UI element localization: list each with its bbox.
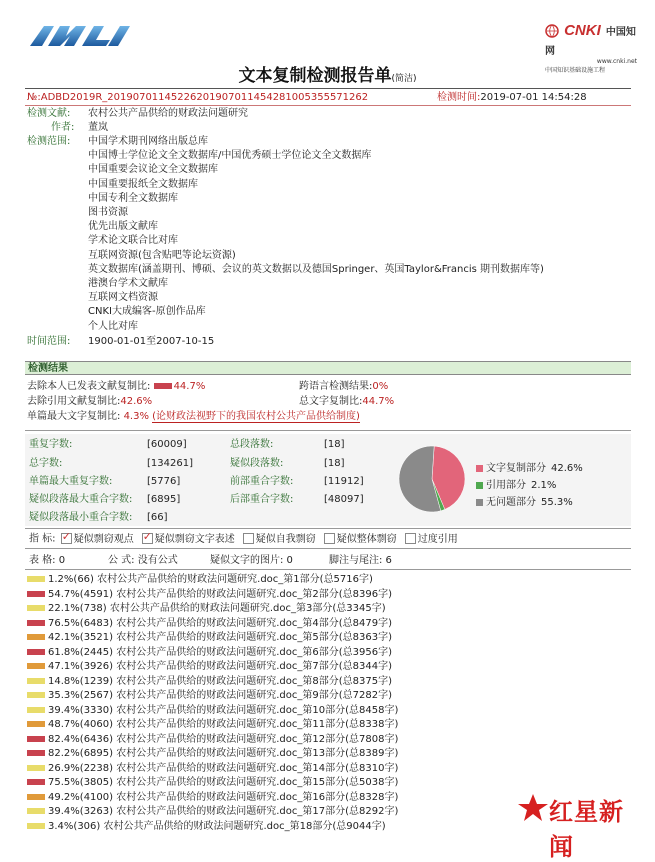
results-divider: [25, 430, 631, 431]
legend-label: 无问题部分: [486, 497, 536, 508]
scope-item: 图书资源: [88, 207, 128, 218]
total-para-label: 总段落数:: [230, 439, 274, 450]
scope-item: 中国重要会议论文全文数据库: [88, 164, 218, 176]
part-percent: 35.3%: [48, 690, 80, 701]
legend-entry: [476, 460, 583, 477]
red-star-news-watermark: [515, 790, 645, 861]
part-percent: 76.5%: [48, 617, 80, 629]
exclude-self-label: 去除本人已发表文献复制比:: [27, 381, 151, 392]
ratio-pie-chart: [397, 444, 467, 514]
max-single-title: (论财政法视野下的我国农村公共产品供给制度): [152, 411, 360, 422]
scope-item: 优先出版文献库: [88, 221, 158, 233]
max-dup-value: [5776]: [147, 476, 181, 487]
max-single-value: 4.3%: [123, 411, 149, 422]
total-para-value: [18]: [324, 439, 345, 450]
part-row[interactable]: 39.4%(3330) 农村公共产品供给的财政法问题研究.doc_第10部分(总8458字): [25, 703, 631, 718]
cross-lang-result: [299, 381, 388, 393]
total-chars-label: 总字数:: [29, 458, 63, 469]
scope-item: 中国博士学位论文全文数据库/中国优秀硕士学位论文全文数据库: [88, 150, 372, 162]
page-title: [0, 61, 655, 86]
front-value: [11912]: [324, 476, 364, 487]
part-name[interactable]: 农村公共产品供给的财政法问题研究.doc_第1部分: [97, 574, 320, 585]
formulas-count: 公 式: 没有公式: [108, 555, 178, 566]
part-row[interactable]: 1.2%(66) 农村公共产品供给的财政法问题研究.doc_第1部分(总5716字): [25, 572, 631, 587]
part-dup-count: 3330: [83, 704, 110, 716]
dup-chars-value: [60009]: [147, 439, 187, 450]
part-row[interactable]: 42.1%(3521) 农村公共产品供给的财政法问题研究.doc_第5部分(总8363字): [25, 630, 631, 645]
part-name[interactable]: 农村公共产品供给的财政法问题研究.doc_第4部分: [116, 617, 339, 629]
part-row[interactable]: 26.9%(2238) 农村公共产品供给的财政法问题研究.doc_第14部分(总8310字): [25, 761, 631, 776]
amlc-logo-icon: [26, 22, 130, 50]
part-ratio-bar: [27, 823, 45, 829]
part-row[interactable]: 82.2%(6895) 农村公共产品供给的财政法问题研究.doc_第13部分(总8389字): [25, 746, 631, 761]
cnki-url: www.cnki.net: [596, 58, 637, 65]
sus-para-label: 疑似段落数:: [230, 458, 284, 469]
doc-label: 检测文献:: [27, 108, 71, 119]
part-row[interactable]: 22.1%(738) 农村公共产品供给的财政法问题研究.doc_第3部分(总3345字): [25, 601, 631, 616]
part-total: 总3345字: [336, 603, 382, 614]
part-name[interactable]: 农村公共产品供给的财政法问题研究.doc_第2部分: [116, 588, 339, 600]
author-label: 作者:: [51, 122, 75, 133]
part-name[interactable]: 农村公共产品供给的财政法问题研究.doc_第14部分: [116, 762, 346, 774]
legend-swatch: [476, 499, 483, 506]
part-ratio-bar: [27, 794, 45, 800]
exclude-ref-label: 去除引用文献复制比:: [27, 396, 121, 407]
part-percent: 47.1%: [48, 661, 80, 672]
part-percent: 75.5%: [48, 777, 80, 788]
exclude-ref-value: 42.6%: [120, 396, 153, 407]
part-percent: 22.1%: [48, 603, 80, 614]
period-value: 1900-01-01至2007-10-15: [88, 336, 215, 347]
part-ratio-bar: [27, 678, 45, 684]
part-name[interactable]: 农村公共产品供给的财政法问题研究.doc_第13部分: [116, 748, 346, 759]
legend-swatch: [476, 482, 483, 489]
period-label: 时间范围:: [27, 336, 71, 347]
part-name[interactable]: 农村公共产品供给的财政法问题研究.doc_第17部分: [116, 806, 346, 817]
part-dup-count: 306: [77, 820, 97, 832]
title-divider: [25, 88, 631, 89]
sus-min-label: 疑似段落最小重合字数:: [29, 512, 133, 523]
max-dup-label: 单篇最大重复字数:: [29, 476, 113, 487]
total-ratio-value: 44.7%: [362, 396, 395, 407]
title-suffix: (简洁): [391, 74, 417, 84]
part-ratio-bar: [27, 808, 45, 814]
part-percent: 61.8%: [48, 646, 80, 658]
part-dup-count: 2238: [83, 762, 110, 774]
part-row[interactable]: 47.1%(3926) 农村公共产品供给的财政法问题研究.doc_第7部分(总8344字): [25, 659, 631, 674]
author-name: 董岚: [88, 122, 108, 133]
part-total: 总8363字: [342, 632, 389, 643]
indicator-checkbox[interactable]: [324, 533, 335, 544]
exclude-self-bar: [154, 383, 172, 389]
part-dup-count: 2445: [83, 646, 110, 658]
total-ratio-label: 总文字复制比:: [299, 396, 363, 407]
part-row[interactable]: 75.5%(3805) 农村公共产品供给的财政法问题研究.doc_第15部分(总5038字): [25, 775, 631, 790]
check-time-value: 2019-07-01 14:54:28: [480, 92, 587, 103]
part-name[interactable]: 农村公共产品供给的财政法问题研究.doc_第10部分: [116, 704, 346, 716]
exclude-ref-ratio: [27, 396, 152, 408]
scope-item: CNKI大成编客-原创作品库: [88, 306, 206, 318]
legend-value: 42.6%: [551, 463, 583, 474]
part-total: 总8389字: [349, 748, 395, 759]
part-name[interactable]: 农村公共产品供给的财政法问题研究.doc_第15部分: [116, 777, 346, 788]
cnki-brand-name: CNKI: [564, 22, 601, 39]
part-dup-count: 3263: [83, 806, 110, 817]
tables-count: 表 格: 0: [29, 555, 66, 566]
indicator-label: 过度引用: [417, 533, 458, 545]
indicators-label: 指 标:: [29, 533, 56, 545]
back-value: [48097]: [324, 494, 364, 505]
indicator-checkbox[interactable]: [243, 533, 254, 544]
part-ratio-bar: [27, 779, 45, 785]
part-percent: 39.4%: [48, 704, 80, 716]
part-percent: 49.2%: [48, 791, 80, 803]
part-ratio-bar: [27, 605, 45, 611]
part-name[interactable]: 农村公共产品供给的财政法问题研究.doc_第3部分: [109, 603, 333, 614]
id-divider: [25, 105, 631, 106]
part-total: 总3956字: [342, 646, 389, 658]
part-total: 总8328字: [349, 791, 395, 803]
part-total: 总8292字: [349, 806, 395, 817]
part-dup-count: 3805: [83, 777, 110, 788]
scope-item: 中国专利全文数据库: [88, 192, 178, 204]
indicator-label: 疑似剽窃文字表述: [154, 533, 235, 545]
part-percent: 14.8%: [48, 675, 80, 687]
part-name[interactable]: 农村公共产品供给的财政法问题研究.doc_第12部分: [116, 733, 346, 745]
part-row[interactable]: 61.8%(2445) 农村公共产品供给的财政法问题研究.doc_第6部分(总3956字): [25, 645, 631, 660]
indicators-divider: [25, 548, 631, 549]
scope-item: 互联网资源(包含贴吧等论坛资源): [88, 249, 236, 261]
part-name[interactable]: 农村公共产品供给的财政法问题研究.doc_第8部分: [116, 675, 339, 687]
part-dup-count: 3521: [83, 632, 110, 643]
indicator-checkbox[interactable]: [142, 533, 153, 544]
part-dup-count: 738: [83, 603, 103, 614]
total-chars-value: [134261]: [147, 458, 193, 469]
cnki-globe-icon: [545, 24, 559, 38]
sus-max-value: [6895]: [147, 494, 181, 505]
dup-chars-label: 重复字数:: [29, 439, 73, 450]
legend-entry: [476, 477, 583, 494]
legend-swatch: [476, 465, 483, 472]
part-dup-count: 2567: [83, 690, 110, 701]
max-single-ratio: [27, 411, 360, 423]
part-total: 总5716字: [323, 574, 370, 585]
part-total: 总8396字: [342, 588, 389, 600]
part-percent: 82.2%: [48, 748, 80, 759]
cnki-subtitle: 中国知识基础设施工程: [545, 67, 606, 74]
part-row[interactable]: 49.2%(4100) 农村公共产品供给的财政法问题研究.doc_第16部分(总8328字): [25, 790, 631, 805]
indicator-checkbox[interactable]: [405, 533, 416, 544]
part-ratio-bar: [27, 692, 45, 698]
part-percent: 42.1%: [48, 632, 80, 643]
check-time-label: 检测时间:: [437, 92, 481, 103]
part-dup-count: 4100: [83, 791, 110, 803]
legend-value: 2.1%: [531, 480, 557, 491]
part-ratio-bar: [27, 591, 45, 597]
part-ratio-bar: [27, 663, 45, 669]
part-row[interactable]: 48.7%(4060) 农村公共产品供给的财政法问题研究.doc_第11部分(总8338字): [25, 717, 631, 732]
part-name[interactable]: 农村公共产品供给的财政法问题研究.doc_第18部分: [103, 820, 333, 832]
legend-label: 引用部分: [486, 480, 526, 491]
scope-item: 英文数据库(涵盖期刊、博硕、会议的英文数据以及德国Springer、英国Taylor&Francis 期刊数据库等): [88, 263, 544, 275]
legend-entry: [476, 494, 583, 511]
pie-legend: [476, 460, 583, 511]
legend-value: 55.3%: [541, 497, 573, 508]
part-row[interactable]: 76.5%(6483) 农村公共产品供给的财政法问题研究.doc_第4部分(总8479字): [25, 616, 631, 631]
exclude-self-value: 44.7%: [173, 381, 206, 392]
part-name[interactable]: 农村公共产品供给的财政法问题研究.doc_第6部分: [116, 646, 339, 658]
stats-divider: [25, 528, 631, 529]
part-total: 总7282字: [342, 690, 389, 701]
part-row[interactable]: 3.4%(306) 农村公共产品供给的财政法问题研究.doc_第18部分(总9044字): [25, 819, 631, 834]
doc-title: 农村公共产品供给的财政法问题研究: [88, 108, 248, 119]
check-time: [437, 92, 587, 104]
part-percent: 26.9%: [48, 762, 80, 774]
part-ratio-bar: [27, 634, 45, 640]
part-name[interactable]: 农村公共产品供给的财政法问题研究.doc_第11部分: [116, 719, 346, 730]
images-count: 疑似文字的图片: 0: [210, 555, 293, 566]
part-dup-count: 66: [77, 574, 91, 585]
part-dup-count: 1239: [83, 675, 110, 687]
part-name[interactable]: 农村公共产品供给的财政法问题研究.doc_第7部分: [116, 661, 339, 672]
cnki-brand: [545, 20, 637, 74]
part-ratio-bar: [27, 736, 45, 742]
part-row[interactable]: 39.4%(3263) 农村公共产品供给的财政法问题研究.doc_第17部分(总8292字): [25, 804, 631, 819]
title-main: 文本复制检测报告单: [238, 66, 392, 86]
sus-para-value: [18]: [324, 458, 345, 469]
part-name[interactable]: 农村公共产品供给的财政法问题研究.doc_第5部分: [116, 632, 339, 643]
part-dup-count: 4060: [83, 719, 110, 730]
cnki-brand-cn: 中国知网: [545, 27, 636, 57]
front-label: 前部重合字数:: [230, 476, 294, 487]
part-row[interactable]: 54.7%(4591) 农村公共产品供给的财政法问题研究.doc_第2部分(总8396字): [25, 587, 631, 602]
scope-item: 个人比对库: [88, 320, 138, 332]
scope-item: 互联网文档资源: [88, 292, 158, 304]
part-ratio-bar: [27, 620, 45, 626]
indicator-label: 疑似剽窃观点: [73, 533, 134, 545]
scope-item: 中国重要报纸全文数据库: [88, 178, 198, 190]
part-ratio-bar: [27, 765, 45, 771]
part-row[interactable]: 35.3%(2567) 农村公共产品供给的财政法问题研究.doc_第9部分(总7282字): [25, 688, 631, 703]
part-total: 总5038字: [349, 777, 395, 788]
part-ratio-bar: [27, 576, 45, 582]
indicators-row: [29, 533, 464, 546]
part-ratio-bar: [27, 750, 45, 756]
scope-item: 中国学术期刊网络出版总库: [88, 136, 208, 147]
part-total: 总8479字: [342, 617, 389, 629]
scope-item: 学术论文联合比对库: [88, 235, 178, 247]
part-dup-count: 4591: [83, 588, 110, 600]
part-total: 总8338字: [349, 719, 395, 730]
indicator-label: 疑似整体剽窃: [336, 533, 397, 545]
part-total: 总8375字: [342, 675, 389, 687]
part-ratio-bar: [27, 707, 45, 713]
part-total: 总9044字: [336, 820, 382, 832]
results-section-title: 检测结果: [25, 361, 631, 375]
indicator-label: 疑似自我剽窃: [255, 533, 316, 545]
max-single-label: 单篇最大文字复制比:: [27, 411, 121, 422]
part-percent: 48.7%: [48, 719, 80, 730]
cross-lang-value: 0%: [372, 381, 389, 392]
sus-max-label: 疑似段落最大重合字数:: [29, 494, 133, 505]
part-total: 总8344字: [342, 661, 389, 672]
sus-min-value: [66]: [147, 512, 168, 523]
counts-divider: [25, 569, 631, 570]
part-name[interactable]: 农村公共产品供给的财政法问题研究.doc_第9部分: [116, 690, 339, 701]
part-dup-count: 6895: [83, 748, 110, 759]
scope-label: 检测范围:: [27, 136, 71, 147]
part-percent: 39.4%: [48, 806, 80, 817]
legend-label: 文字复制部分: [486, 463, 546, 474]
part-percent: 1.2%: [48, 574, 74, 585]
part-percent: 54.7%: [48, 588, 80, 600]
indicator-checkbox[interactable]: [61, 533, 72, 544]
exclude-self-ratio: [27, 381, 205, 393]
part-row[interactable]: 14.8%(1239) 农村公共产品供给的财政法问题研究.doc_第8部分(总8375字): [25, 674, 631, 689]
total-ratio: [299, 396, 394, 408]
cross-lang-label: 跨语言检测结果:: [299, 381, 373, 392]
part-percent: 3.4%: [48, 820, 74, 832]
part-row[interactable]: 82.4%(6436) 农村公共产品供给的财政法问题研究.doc_第12部分(总7808字): [25, 732, 631, 747]
part-dup-count: 3926: [83, 661, 110, 672]
part-dup-count: 6483: [83, 617, 110, 629]
back-label: 后部重合字数:: [230, 494, 294, 505]
notes-count: 脚注与尾注: 6: [329, 555, 392, 566]
part-total: 总8310字: [349, 762, 395, 774]
part-total: 总8458字: [349, 704, 395, 716]
scope-item: 港澳台学术文献库: [88, 278, 168, 289]
report-id: №:ADBD2019R_20190701145226201907011454281005355571262: [27, 92, 369, 103]
part-total: 总7808字: [349, 733, 395, 745]
watermark-text: 红星新闻: [549, 798, 624, 861]
part-percent: 82.4%: [48, 733, 80, 745]
part-dup-count: 6436: [83, 733, 110, 745]
part-name[interactable]: 农村公共产品供给的财政法问题研究.doc_第16部分: [116, 791, 346, 803]
part-ratio-bar: [27, 721, 45, 727]
part-ratio-bar: [27, 649, 45, 655]
